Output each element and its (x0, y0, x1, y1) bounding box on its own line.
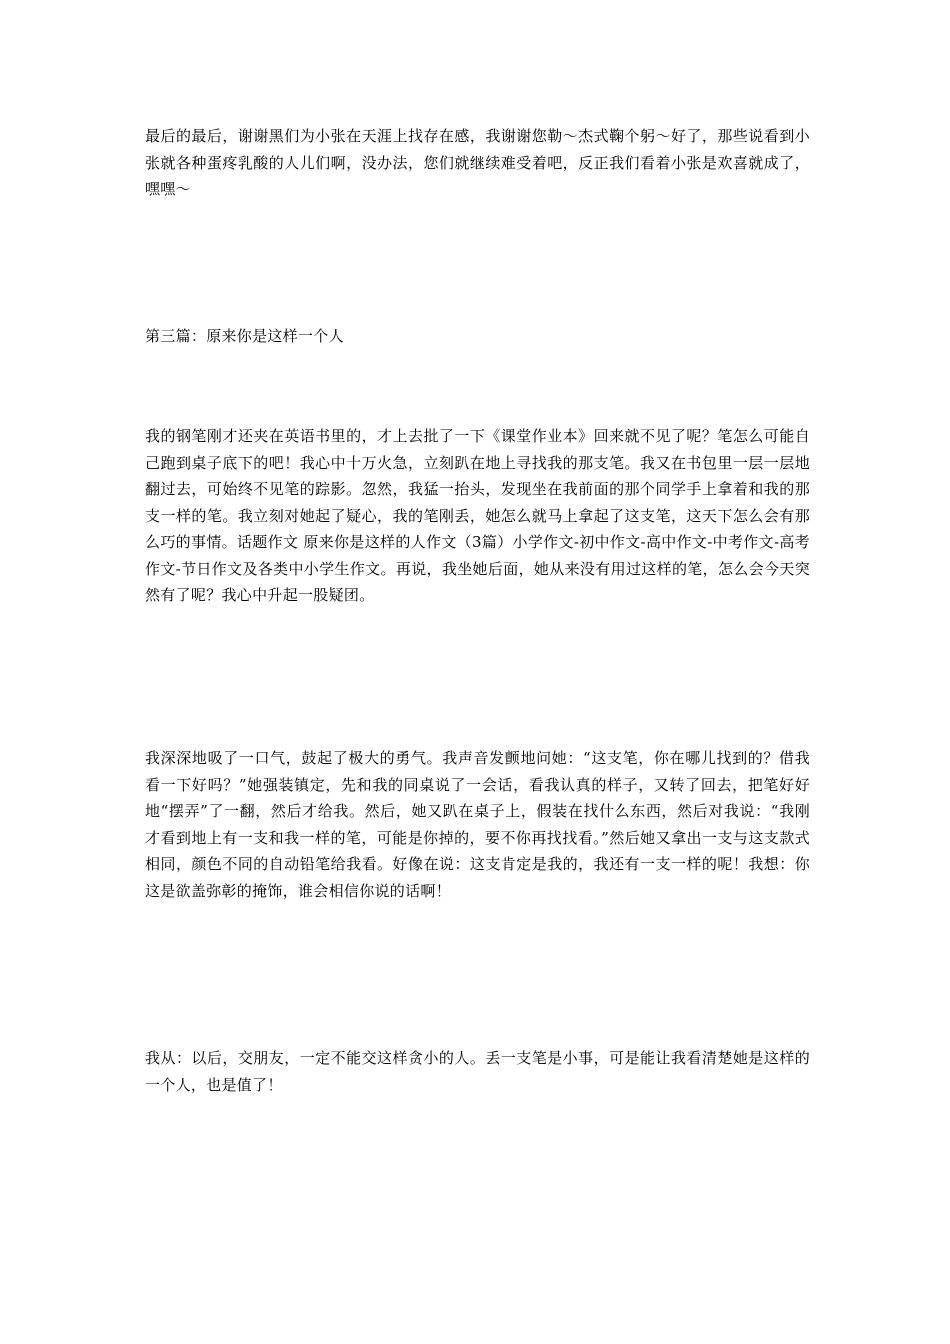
paragraph-closing-remarks: 最后的最后，谢谢黑们为小张在天涯上找存在感，我谢谢您勒～杰式鞠个躬～好了，那些说看到小张就各种蛋疼乳酸的人儿们啊，没办法，您们就继续难受着吧，反正我们看着小张是欢喜就成了，嘿嘿～ (145, 127, 810, 198)
paragraph-conclusion: 我从：以后，交朋友，一定不能交这样贪小的人。丢一支笔是小事，可是能让我看清楚她是这样的一个人，也是值了！ (145, 1049, 810, 1094)
paragraph-asking-classmate: 我深深地吸了一口气，鼓起了极大的勇气。我声音发颤地问她：“这支笔，你在哪儿找到的？借我看一下好吗？”她强装镇定，先和我的同桌说了一会话，看我认真的样子，又转了回去，把笔好好地“摆弄”了一翻，然后才给我。然后，她又趴在桌子上，假装在找什么东西，然后对我说：“我刚才看到地上有一支和我一样的笔，可能是你掉的，要不你再找找看。”然后她又拿出一支与这支款式相同，颜色不同的自动铅笔给我看。好像在说：这支肯定是我的，我还有一支一样的呢！我想：你这是欲盖弥彰的掩饰，谁会相信你说的话啊！ (145, 749, 810, 900)
section-heading: 第三篇：原来你是这样一个人 (145, 327, 344, 345)
paragraph-lost-pen: 我的钢笔刚才还夹在英语书里的，才上去批了一下《课堂作业本》回来就不见了呢？笔怎么可能自己跑到桌子底下的吧！我心中十万火急，立刻趴在地上寻找我的那支笔。我又在书包里一层一层地翻过去，可始终不见笔的踪影。忽然，我猛一抬头，发现坐在我前面的那个同学手上拿着和我的那支一样的笔。我立刻对她起了疑心，我的笔刚丢，她怎么就马上拿起了这支笔，这天下怎么会有那么巧的事情。话题作文 原来你是这样的人作文（3篇）小学作文-初中作文-高中作文-中考作文-高考作文-节日作文及各类中小学生作文。再说，我坐她后面，她从来没有用过这样的笔，怎么会今天突然有了呢？我心中升起一股疑团。 (145, 427, 810, 604)
